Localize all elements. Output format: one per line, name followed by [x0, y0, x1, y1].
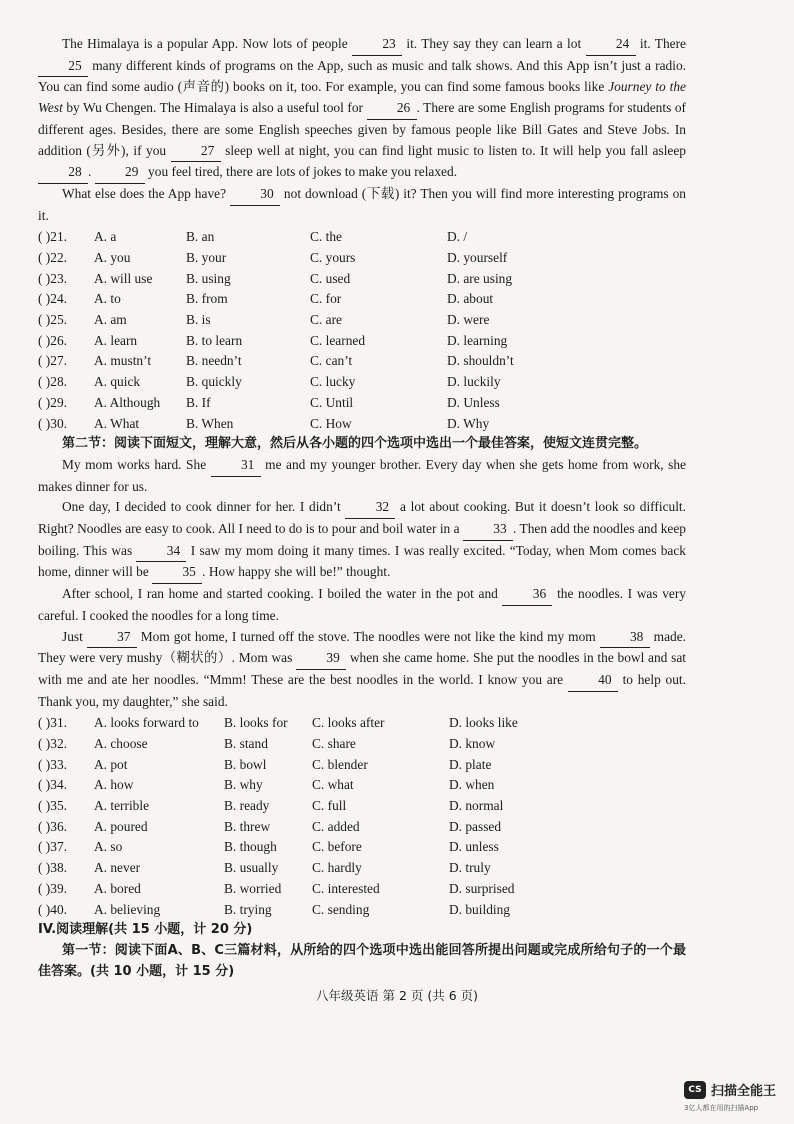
option-b: B. quickly — [186, 374, 242, 390]
question-row — [38, 879, 686, 900]
option-c: C. blender — [312, 756, 368, 772]
option-d: D. luckily — [447, 374, 501, 390]
blank-30: 30 — [230, 184, 280, 206]
option-d: D. were — [447, 312, 490, 328]
option-d: D. normal — [449, 798, 504, 814]
option-b: B. looks for — [224, 715, 288, 731]
option-a: A. mustn’t — [94, 353, 152, 369]
option-a: A. learn — [94, 332, 138, 348]
option-a: A. believing — [94, 901, 161, 917]
option-c: C. are — [310, 312, 342, 328]
blank-35: 35 — [152, 562, 202, 584]
blank-32: 32 — [345, 497, 395, 519]
exam-page — [38, 34, 686, 982]
answer-bracket: ( )40. — [38, 901, 68, 917]
passage1-paragraph1: The Himalaya is a popular App. Now lots of people 23 it. They say they can learn a lot 24 it. There 25 many different kinds of programs on the App, such as music and talk shows. And this App isn’t just a radio. You can find some audio (声音的) books on it, too. For example, you can find some famous books like Journey to the West by Wu Chengen. The Himalaya is also a useful tool for 26 . There are some English programs for students of different ages. Besides, there are some English speeches given by famous people like Bill Gates and Steve Jobs. In addition (另外), if you 27 sleep well at night, you can find light music to listen to. It will help you fall asleep 28 . 29 you feel tired, there are lots of jokes to make you relaxed. — [38, 34, 686, 184]
option-a: A. poured — [94, 818, 148, 834]
option-d: D. building — [449, 901, 511, 917]
option-c: C. before — [312, 839, 362, 855]
passage1-paragraph2: What else does the App have? 30 not download (下载) it? Then you will find more interesting programs on it. — [38, 185, 686, 223]
answer-bracket: ( )26. — [38, 332, 68, 348]
option-b: B. why — [224, 777, 263, 793]
blank-39: 39 — [296, 648, 346, 670]
option-a: A. terrible — [94, 798, 150, 814]
option-c: C. interested — [312, 880, 380, 896]
option-b: B. trying — [224, 901, 272, 917]
part4-heading: IV.阅读理解(共 15 小题，计 20 分) — [38, 922, 253, 938]
option-a: A. will use — [94, 270, 153, 286]
option-c: C. added — [312, 818, 360, 834]
question-row — [38, 713, 686, 734]
option-b: B. stand — [224, 736, 268, 752]
option-b: B. threw — [224, 818, 271, 834]
option-b: B. your — [186, 250, 227, 266]
option-c: C. the — [310, 229, 342, 245]
option-a: A. bored — [94, 880, 141, 896]
option-c: C. can’t — [310, 353, 353, 369]
option-d: D. Why — [447, 415, 490, 431]
option-d: D. about — [447, 291, 494, 307]
option-d: D. plate — [449, 756, 492, 772]
option-a: A. quick — [94, 374, 141, 390]
option-a: A. never — [94, 860, 141, 876]
answer-bracket: ( )28. — [38, 374, 68, 390]
passage2-paragraph2: One day, I decided to cook dinner for her. I didn’t 32 a lot about cooking. But it doesn’t look so difficult. Right? Noodles are easy to cook. All I need to do is to pour and boil water in a 33 . Then add the noodles and keep boiling. This was 34 I saw my mom doing it many times. I was really excited. “Today, when Mom comes back home, dinner will be 35 . How happy she will be!” thought. — [38, 497, 686, 584]
option-b: B. bowl — [224, 756, 267, 772]
answer-bracket: ( )38. — [38, 860, 68, 876]
blank-37: 37 — [87, 627, 137, 649]
blank-24: 24 — [586, 34, 636, 56]
option-a: A. a — [94, 229, 117, 245]
option-c: C. How — [310, 415, 352, 431]
answer-bracket: ( )33. — [38, 756, 68, 772]
answer-bracket: ( )24. — [38, 291, 68, 307]
option-a: A. Although — [94, 394, 161, 410]
question-row — [38, 734, 686, 755]
question-row — [38, 248, 686, 269]
option-a: A. so — [94, 839, 123, 855]
question-row — [38, 817, 686, 838]
question-row — [38, 227, 686, 248]
answer-bracket: ( )37. — [38, 839, 68, 855]
option-d: D. / — [447, 229, 468, 245]
passage2-paragraph3: After school, I ran home and started cooking. I boiled the water in the pot and 36 the noodles. I was very careful. I cooked the noodles for a long time. — [38, 586, 686, 623]
blank-34: 34 — [136, 541, 186, 563]
answer-bracket: ( )35. — [38, 798, 68, 814]
answer-bracket: ( )21. — [38, 229, 68, 245]
blank-31: 31 — [211, 455, 261, 477]
option-a: A. choose — [94, 736, 148, 752]
question-row — [38, 414, 686, 435]
page-footer: 八年级英语 第 2 页 (共 6 页) — [316, 988, 478, 1003]
option-d: D. are using — [447, 270, 513, 286]
option-c: C. full — [312, 798, 347, 814]
question-row — [38, 837, 686, 858]
option-a: A. how — [94, 777, 134, 793]
option-c: C. share — [312, 736, 356, 752]
option-c: C. what — [312, 777, 354, 793]
option-d: D. yourself — [447, 250, 508, 266]
option-c: C. lucky — [310, 374, 356, 390]
option-a: A. What — [94, 415, 140, 431]
blank-27: 27 — [171, 141, 221, 163]
option-c: C. used — [310, 270, 351, 286]
question-row — [38, 331, 686, 352]
blank-28: 28 — [38, 162, 88, 184]
option-b: B. an — [186, 229, 215, 245]
blank-26: 26 — [367, 98, 417, 120]
question-row — [38, 796, 686, 817]
question-row — [38, 393, 686, 414]
cs-logo-icon: CS — [684, 1081, 706, 1099]
question-row — [38, 755, 686, 776]
option-b: B. usually — [224, 860, 279, 876]
answer-bracket: ( )23. — [38, 270, 68, 286]
option-c: C. for — [310, 291, 342, 307]
scanner-app-name: 扫描全能王 — [711, 1084, 777, 1099]
option-d: D. passed — [449, 818, 502, 834]
option-c: C. Until — [310, 394, 354, 410]
blank-36: 36 — [502, 584, 552, 606]
scanner-logo — [684, 1080, 776, 1099]
question-options-31-40 — [38, 713, 686, 920]
question-row — [38, 289, 686, 310]
option-d: D. shouldn’t — [447, 353, 514, 369]
option-a: A. pot — [94, 756, 128, 772]
question-row — [38, 310, 686, 331]
option-b: B. needn’t — [186, 353, 242, 369]
option-d: D. truly — [449, 860, 491, 876]
blank-38: 38 — [600, 627, 650, 649]
answer-bracket: ( )34. — [38, 777, 68, 793]
passage2-paragraph1: My mom works hard. She 31 me and my younger brother. Every day when she gets home from work, she makes dinner for us. — [38, 456, 687, 494]
answer-bracket: ( )31. — [38, 715, 68, 731]
option-d: D. know — [449, 736, 496, 752]
option-d: D. Unless — [447, 394, 500, 410]
section2-heading: 第二节：阅读下面短文，理解大意，然后从各小题的四个选项中选出一个最佳答案，使短文连贯完整。 — [62, 436, 648, 452]
option-b: B. using — [186, 270, 231, 286]
answer-bracket: ( )27. — [38, 353, 68, 369]
option-c: C. sending — [312, 901, 370, 917]
option-b: B. to learn — [186, 332, 243, 348]
option-b: B. worried — [224, 880, 282, 896]
option-b: B. When — [186, 415, 234, 431]
passage2-paragraph4: Just 37 Mom got home, I turned off the stove. The noodles were not like the kind my mom 38 made. They were very mushy（糊状的）. Mom was 39 when she came home. She put the noodles in the bowl and sat with me and ate her noodles. “Mmm! These are the best noodles in the world. I know you are 40 to help out. Thank you, my daughter,” she said. — [38, 628, 687, 709]
blank-23: 23 — [352, 34, 402, 56]
answer-bracket: ( )22. — [38, 250, 68, 266]
option-b: B. If — [186, 394, 211, 410]
option-d: D. when — [449, 777, 495, 793]
option-b: B. from — [186, 291, 228, 307]
answer-bracket: ( )25. — [38, 312, 68, 328]
question-row — [38, 775, 686, 796]
question-row — [38, 269, 686, 290]
option-c: C. learned — [310, 332, 366, 348]
option-a: A. you — [94, 250, 131, 266]
answer-bracket: ( )29. — [38, 394, 68, 410]
blank-33: 33 — [463, 519, 513, 541]
blank-40: 40 — [568, 670, 618, 692]
option-d: D. looks like — [449, 715, 518, 731]
answer-bracket: ( )30. — [38, 415, 68, 431]
option-a: A. am — [94, 312, 127, 328]
scanner-app-tagline: 3亿人都在用的扫描App — [684, 1104, 759, 1112]
option-b: B. is — [186, 312, 211, 328]
option-a: A. to — [94, 291, 121, 307]
book-title: Journey to the West — [38, 79, 686, 116]
question-row — [38, 372, 686, 393]
option-a: A. looks forward to — [94, 715, 199, 731]
option-d: D. surprised — [449, 880, 515, 896]
option-c: C. hardly — [312, 860, 362, 876]
option-b: B. though — [224, 839, 277, 855]
question-options-21-30 — [38, 227, 686, 434]
answer-bracket: ( )39. — [38, 880, 68, 896]
question-row — [38, 351, 686, 372]
question-row — [38, 900, 686, 921]
blank-29: 29 — [95, 162, 145, 184]
question-row — [38, 858, 686, 879]
answer-bracket: ( )36. — [38, 818, 68, 834]
answer-bracket: ( )32. — [38, 736, 68, 752]
option-d: D. learning — [447, 332, 508, 348]
option-b: B. ready — [224, 798, 270, 814]
option-c: C. yours — [310, 250, 356, 266]
option-c: C. looks after — [312, 715, 385, 731]
option-d: D. unless — [449, 839, 499, 855]
part4-subheading: 第一节：阅读下面A、B、C三篇材料，从所给的四个选项中选出能回答所提出问题或完成所给句子的一个最佳答案。(共 10 小题，计 15 分) — [38, 942, 686, 979]
blank-25: 25 — [38, 56, 88, 78]
